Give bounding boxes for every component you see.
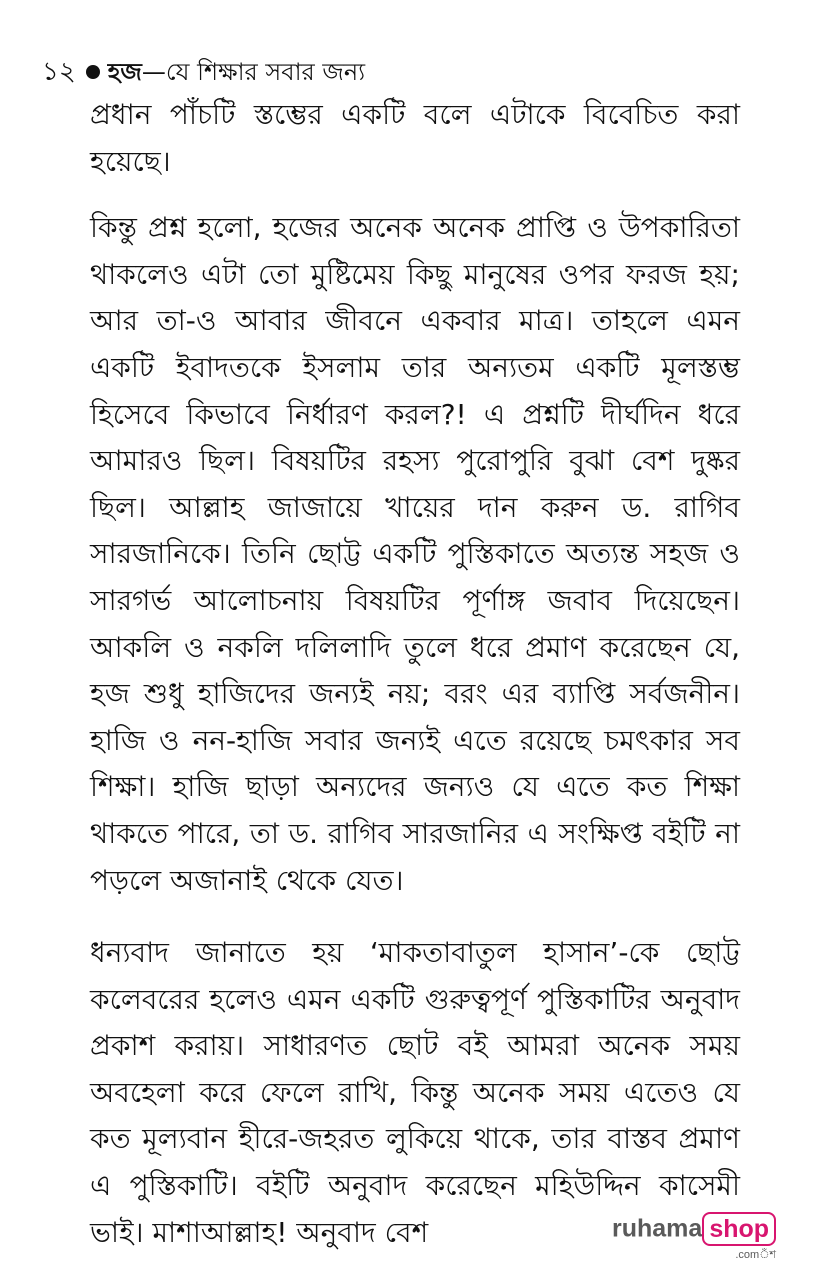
paragraph-2: কিন্তু প্রশ্ন হলো, হজের অনেক অনেক প্রাপ্তি ও উপকারিতা থাকলেও এটা তো মুষ্টিমেয় কিছু মানুষের ওপর ফরজ হয়; আর তা-ও আবার জীবনে একবার মাত্র। তাহলে এমন একটি ইবাদতকে ইসলাম তার অন্যতম একটি মূলস্তম্ভ হিসেবে কিভাবে নির্ধারণ করল?! এ প্রশ্নটি দীর্ঘদিন ধরে আমারও ছিল। বিষয়টির রহস্য পুরোপুরি বুঝা বেশ দুষ্কর ছিল। আল্লাহ জাজায়ে খায়ের দান করুন ড. রাগিব সারজানিকে। তিনি ছোট্ট একটি পুস্তিকাতে অত্যন্ত সহজ ও সারগর্ভ আলোচনায় বিষয়টির পূর্ণাঙ্গ জবাব দিয়েছেন। আকলি ও নকলি দলিলাদি তুলে ধরে প্রমাণ করেছেন যে, হজ শুধু হাজিদের জন্যই নয়; বরং এর ব্যাপ্তি সর্বজনীন। হাজি ও নন-হাজি সবার জন্যই এতে রয়েছে চমৎকার সব শিক্ষা। হাজি ছাড়া অন্যদের জন্যও যে এতে কত শিক্ষা থাকতে পারে, তা ড. রাগিব সারজানির এ সংক্ষিপ্ত বইটি না পড়লে অজানাই থেকে যেত। [90, 211, 740, 897]
logo-domain: .comঁশ [735, 1249, 777, 1261]
book-subtitle: —যে শিক্ষার সবার জন্য [141, 58, 366, 86]
paragraph-1: প্রধান পাঁচটি স্তম্ভের একটি বলে এটাকে বিবেচিত করা হয়েছে। [90, 98, 740, 178]
paragraph-3: ধন্যবাদ জানাতে হয় ‘মাকতাবাতুল হাসান’-কে ছোট্ট কলেবরের হলেও এমন একটি গুরুত্বপূর্ণ পুস্তিকাটির অনুবাদ প্রকাশ করায়। সাধারণত ছোট বই আমরা অনেক সময় অবহেলা করে ফেলে রাখি, কিন্তু অনেক সময় এতেও যে কত মূল্যবান হীরে-জহরত লুকিয়ে থাকে, তার বাস্তব প্রমাণ এ পুস্তিকাটি। বইটি অনুবাদ করেছেন মহিউদ্দিন কাসেমী ভাই। মাশাআল্লাহ! অনুবাদ বেশ [90, 936, 740, 1249]
ruhamashop-logo [612, 1212, 777, 1261]
bullet-icon [86, 65, 100, 79]
book-title: হজ [107, 58, 142, 86]
body-text [90, 92, 740, 1282]
running-header [42, 56, 365, 88]
page-number: ১২ [42, 57, 76, 87]
logo-word: ruhama [612, 1214, 703, 1243]
logo-box: shop [702, 1212, 776, 1246]
